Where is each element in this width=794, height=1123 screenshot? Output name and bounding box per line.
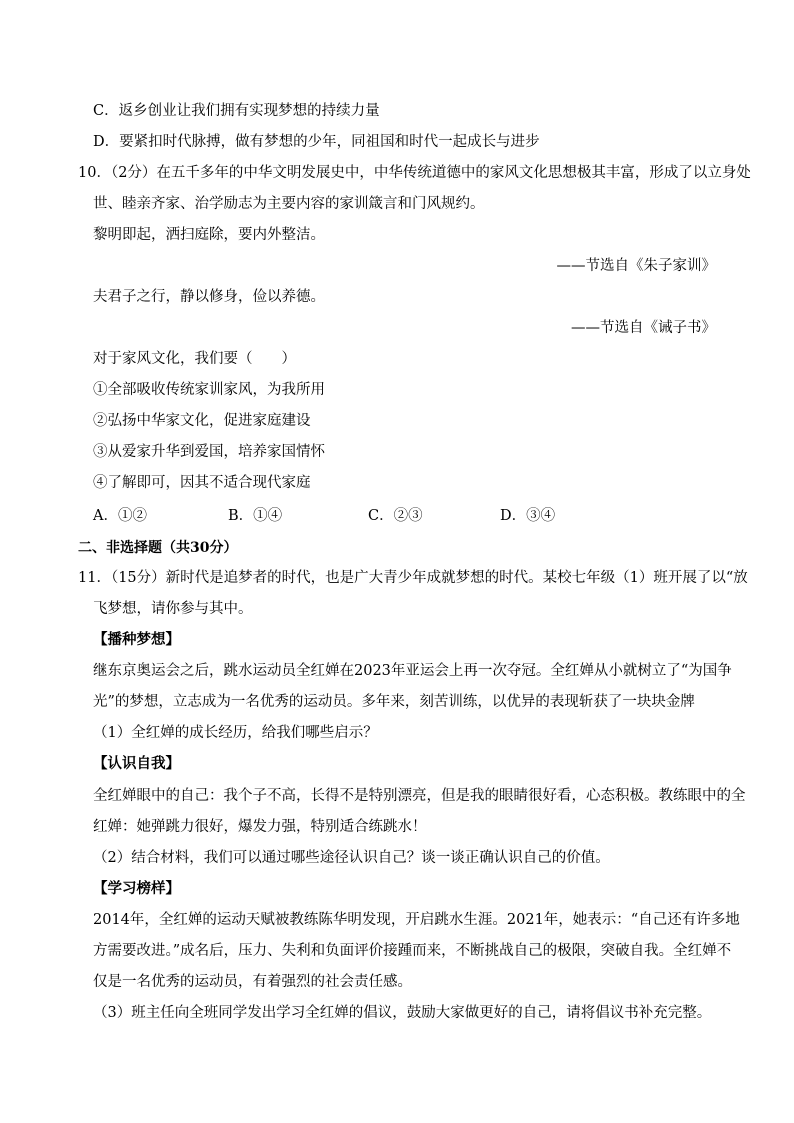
q10-choice-a: A．①② xyxy=(93,508,147,524)
q10-item-3: ③从爱家升华到爱国，培养家国情怀 xyxy=(93,444,325,460)
q10-choice-c: C．②③ xyxy=(368,508,423,524)
q11-part2-title: 【认识自我】 xyxy=(93,755,180,772)
q11-part3-question: （3）班主任向全班同学发出学习全红婵的倡议，鼓励大家做更好的自己，请将倡议书补充完整。 xyxy=(93,1005,712,1021)
q10-source1: ——节选自《朱子家训》 xyxy=(556,258,716,274)
q10-choice-b: B．①④ xyxy=(228,508,283,524)
q10-stem-line1: 10．（2分）在五千多年的中华文明发展史中，中华传统道德中的家风文化思想极其丰富，形成了以立身处 xyxy=(78,165,751,181)
q11-part1-title: 【播种梦想】 xyxy=(93,631,180,648)
q10-choice-d: D．③④ xyxy=(500,508,556,524)
q11-part2-text-line2: 红婵：她弹跳力很好，爆发力强，特别适合练跳水！ xyxy=(93,819,427,835)
q10-item-4: ④了解即可，因其不适合现代家庭 xyxy=(93,475,311,491)
q11-part1-question: （1）全红婵的成长经历，给我们哪些启示？ xyxy=(93,725,378,741)
q10-quote2: 夫君子之行，静以修身，俭以养德。 xyxy=(93,289,325,305)
q11-part1-text-line1: 继东京奥运会之后，跳水运动员全红婵在2023年亚运会上再一次夺冠。全红婵从小就树立了“为国争 xyxy=(93,663,732,679)
q11-part2-text-line1: 全红婵眼中的自己：我个子不高，长得不是特别漂亮，但是我的眼睛很好看，心态积极。教练眼中的全 xyxy=(93,788,746,804)
section2-heading: 二、非选择题（共30分） xyxy=(78,540,238,556)
q11-part3-title: 【学习榜样】 xyxy=(93,880,180,897)
q10-item-2: ②弘扬中华家文化，促进家庭建设 xyxy=(93,413,311,429)
q9-option-d: D．要紧扣时代脉搏，做有梦想的少年，同祖国和时代一起成长与进步 xyxy=(93,134,540,150)
q10-stem-line2: 世、睦亲齐家、治学励志为主要内容的家训箴言和门风规约。 xyxy=(93,196,485,212)
q11-part2-question: （2）结合材料，我们可以通过哪些途径认识自己？谈一谈正确认识自己的价值。 xyxy=(93,850,610,866)
q10-quote1: 黎明即起，洒扫庭除，要内外整洁。 xyxy=(93,227,325,243)
q9-option-c: C．返乡创业让我们拥有实现梦想的持续力量 xyxy=(93,103,380,119)
q10-item-1: ①全部吸收传统家训家风，为我所用 xyxy=(93,382,325,398)
q10-question: 对于家风文化，我们要（ ） xyxy=(93,351,296,367)
q11-part3-text-line3: 仅是一名优秀的运动员，有着强烈的社会责任感。 xyxy=(93,974,412,990)
q11-part3-text-line2: 方需要改进。”成名后，压力、失利和负面评价接踵而来，不断挑战自己的极限，突破自我。全红婵不 xyxy=(93,943,732,959)
q11-part1-text-line2: 光”的梦想，立志成为一名优秀的运动员。多年来，刻苦训练，以优异的表现斩获了一块块金牌 xyxy=(93,694,695,710)
q10-source2: ——节选自《诫子书》 xyxy=(571,320,716,336)
q11-part3-text-line1: 2014年，全红婵的运动天赋被教练陈华明发现，开启跳水生涯。2021年，她表示：“自己还有许多地 xyxy=(93,912,740,928)
q11-stem-line1: 11．（15分）新时代是追梦者的时代，也是广大青少年成就梦想的时代。某校七年级（1）班开展了以“放 xyxy=(78,570,748,586)
q11-stem-line2: 飞梦想，请你参与其中。 xyxy=(93,601,253,617)
